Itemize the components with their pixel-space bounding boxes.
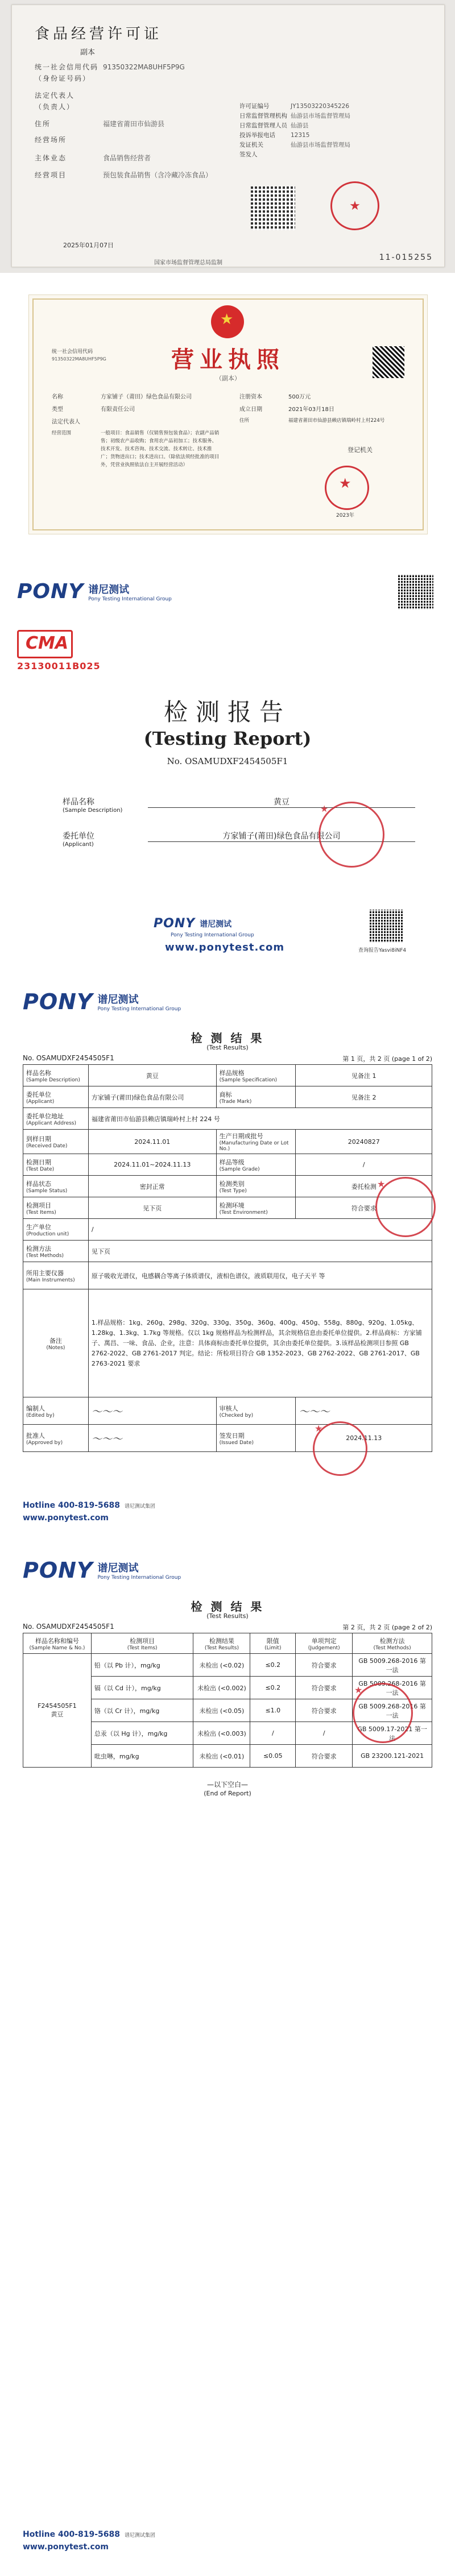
- license-field: 类型 有限责任公司: [52, 406, 135, 413]
- food-license-row: 主体业态 食品销售经营者: [35, 154, 151, 162]
- pony-footer-logo: PONY 谱尼测试: [154, 916, 232, 931]
- test-seal-icon: [353, 1683, 413, 1743]
- food-license-row: 统一社会信用代码 91350322MA8UHF5P9G: [35, 63, 185, 71]
- license-field: 成立日期 2021年03月18日: [239, 406, 334, 413]
- cma-mark: [17, 630, 101, 671]
- business-license-card: [28, 294, 428, 534]
- results-page-1: [0, 972, 455, 1541]
- results-report-number: No. OSAMUDXF2454505F1: [23, 1623, 114, 1631]
- scan-report-text: 查询报告Yasvi8iNF4: [358, 948, 407, 953]
- table-row: F2454505F1 黄豆 铅（以 Pb 计），mg/kg 未检出 (<0.02) ≤0.2 符合要求 GB 5009.268-2016 第一法: [23, 1654, 432, 1677]
- food-license-number: 11-015255: [379, 253, 433, 262]
- food-license-right-line: 投诉举报电话 12315: [239, 132, 310, 139]
- end-of-report: —以下空白—: [206, 1781, 248, 1789]
- food-license-footer: 国家市场监督管理总局监制: [154, 260, 222, 266]
- food-license-row: 法定代表人: [35, 92, 75, 99]
- cma-logo-icon: CMA: [17, 630, 73, 658]
- national-emblem-icon: [211, 305, 244, 338]
- report-number: No. OSAMUDXF2454505F1: [167, 756, 288, 766]
- footer-website: www.ponytest.com: [23, 2542, 109, 2552]
- food-license-section: [0, 0, 455, 273]
- license-date: 2023年: [336, 513, 354, 518]
- license-field: 法定代表人: [52, 419, 80, 425]
- credit-code-label: 统一社会信用代码: [52, 349, 93, 355]
- results-title: 检 测 结 果: [191, 1600, 264, 1613]
- table-row: 镉（以 Cd 计），mg/kg 未检出 (<0.002) ≤0.2 符合要求 GB 5009.268-2016 第一法: [23, 1677, 432, 1699]
- results-page-number: 第 2 页，共 2 页 (page 2 of 2): [342, 1624, 432, 1631]
- hotline: Hotline 400-819-5688 谱尼测试集团: [23, 1501, 156, 1510]
- pony-brand: PONY: [17, 580, 84, 603]
- registration-authority: 登记机关: [348, 446, 373, 454]
- food-license-row: 经营项目 预包装食品销售（含冷藏冷冻食品）: [35, 171, 213, 179]
- food-license-copy: 副本: [80, 48, 96, 57]
- food-license-right-line: 发证机关 仙游县市场监督管理局: [239, 142, 350, 148]
- food-license-title: 食品经营许可证: [35, 26, 163, 43]
- qr-code-overlay: [251, 186, 295, 230]
- qr-code-icon: [370, 910, 403, 943]
- official-seal-icon: ★: [330, 181, 379, 230]
- business-license-section: [0, 273, 455, 557]
- pony-logo: [17, 580, 172, 603]
- food-license-issue-date: 2025年01月07日: [63, 242, 114, 249]
- food-license-card: [11, 5, 445, 267]
- food-license-row: （身份证号码）: [35, 74, 91, 82]
- results-report-number: No. OSAMUDXF2454505F1: [23, 1054, 114, 1062]
- food-license-row: （负责人）: [35, 103, 75, 111]
- license-field: 名称 方家铺子（莆田）绿色食品有限公司: [52, 394, 192, 400]
- table-row: 吡虫啉，mg/kg 未检出 (<0.01) ≤0.05 符合要求 GB 23200.121-2021: [23, 1745, 432, 1768]
- official-seal-icon: [325, 466, 369, 510]
- pony-brand-cn: 谱尼测试: [88, 583, 130, 596]
- food-license-right-line: 签发人: [239, 151, 258, 158]
- business-license-copy: （副本）: [216, 375, 241, 382]
- food-license-right-column: [239, 28, 427, 160]
- footer-website: www.ponytest.com: [23, 1513, 109, 1523]
- pony-footer-en: Pony Testing International Group: [171, 932, 254, 938]
- footer-website: www.ponytest.com: [165, 941, 285, 953]
- results-title-en: (Test Results): [206, 1612, 249, 1620]
- cover-sample-name: 样品名称 (Sample Description) 黄豆: [63, 796, 415, 816]
- food-license-right-line: 许可证编号 JY13503220345226: [239, 103, 350, 110]
- end-of-report-en: (End of Report): [204, 1790, 251, 1797]
- pony-logo: PONY 谱尼测试 Pony Testing International Group: [23, 1558, 181, 1583]
- test-seal-icon: [313, 1421, 367, 1476]
- test-seal-icon: [375, 1177, 436, 1237]
- food-license-right-line: 日常监督管理机构 仙游县市场监督管理局: [239, 113, 350, 119]
- qr-code-icon: [373, 346, 404, 378]
- hotline: Hotline 400-819-5688 谱尼测试集团: [23, 2530, 156, 2539]
- pony-logo: PONY 谱尼测试 Pony Testing International Group: [23, 989, 181, 1014]
- credit-code: 91350322MA8UHF5P9G: [52, 356, 106, 362]
- business-license-title: 营业执照: [171, 346, 285, 373]
- results-title: 检 测 结 果: [191, 1031, 264, 1045]
- table-header-row: 样品名称和编号 (Sample Name & No.) 检测项目 (Test Items) 检测结果 (Test Results) 限值 (Limit) 单项判定 (Judgement) 检测方法 (Test Methods): [23, 1633, 432, 1654]
- results-page-2: [0, 1541, 455, 2576]
- food-license-right-line: 日常监督管理人员 仙游县: [239, 122, 309, 129]
- food-license-row: 经营场所: [35, 136, 67, 144]
- checker-signature: ～～～: [296, 1397, 432, 1425]
- cover-client: 委托单位 (Applicant) 方家铺子(莆田)绿色食品有限公司: [63, 830, 415, 851]
- pony-brand-en: Pony Testing International Group: [88, 596, 172, 602]
- approver-signature: ～～～: [88, 1425, 216, 1452]
- license-field-scope: 经营范围 一般项目：食品销售（仅销售预包装食品）；农副产品销售；初级农产品收购；食用农产品初加工；技术服务、技术开发、技术咨询、技术交流、技术转让、技术推广；货物进出口；技术进出口。（除依法须经批准的项目外，凭营业执照依法自主开展经营活动）: [52, 430, 220, 468]
- results-title-en: (Test Results): [206, 1044, 249, 1051]
- license-field: 注册资本 500万元: [239, 394, 311, 400]
- editor-signature: ～～～: [88, 1397, 216, 1425]
- results-page-number: 第 1 页，共 2 页 (page 1 of 2): [342, 1055, 432, 1063]
- report-title-en: (Testing Report): [143, 728, 312, 749]
- report-title-cn: 检测报告: [163, 698, 291, 726]
- table-row: 铬（以 Cr 计），mg/kg 未检出 (<0.05) ≤1.0 符合要求 GB 5009.268-2016 第一法: [23, 1699, 432, 1722]
- cma-number: 23130011B025: [17, 661, 101, 671]
- report-cover-section: [0, 557, 455, 972]
- test-seal-icon: [318, 802, 384, 868]
- qr-code-icon: [398, 574, 433, 609]
- food-license-row: 住所 福建省莆田市仙游县: [35, 120, 165, 128]
- sample-cell: F2454505F1 黄豆: [23, 1654, 92, 1768]
- results-info-table: 样品名称 (Sample Description) 黄豆 样品规格 (Sample Specification) 见备注 1 委托单位 (Applicant) 方家铺子(莆田)绿色食品有限公司 商标 (Trade Mark) 见备注 2 委托单位地址 (Applicant Address) 福建省莆田市仙游县赖店镇瑞岭村上村 224 号 到样日期 (Received Date) 2024.11.01 生产日期或批号 (Manufacturing Date or Lot No.) 20240827 检测日期 (Test Date) 2024.11.01~2024.11.13 样品等级 (Sample Grade) / 样品状态 (Sample Status) 密封正常 检测类别 (Test Type) 委托检测 检测项目 (Test Items) 见下页 检测环境 (Test Environment) 符合要求 生产单位 (Production unit) / 检测方法 (Test Methods) 见下页 所用主要仪器 (Main Instruments) 原子吸收光谱仪，电感耦合等离子体质谱仪，液相色谱仪，液质联用仪，电子天平 等 备注 (Notes) 1.样品规格：1kg、260g、298g、320g、330g、350g、360g、400g、450g、558g、880g、920g、1.05kg、1.28kg、1.3kg、1.7kg 等规格。仅以 1kg 规格样品为检测样品，其余规格信息由委托单位提供。2.样品商标：方家铺子、萬昌、一味、食品、企业，注意：具体商标由委托单位提供，其余由委托单位提供。3.该样品检测项目参照 GB 2762-2022、GB 2761-2017 判定。结论：所检项目符合 GB 1352-2023、GB 2762-2022、GB 2761-2017、GB 2763-2021 要求 编制人 (Edited by) ～～～ 审核人 (Checked by) ～～～ 批准人 (Approved by) ～～～ 签发日期 (Issued Date) 2024.11.13: [23, 1064, 432, 1452]
- license-field: 住所 福建省莆田市仙游县赖店镇瑞岭村上村224号: [239, 418, 385, 424]
- table-row: 总汞（以 Hg 计），mg/kg 未检出 (<0.003) / / GB 5009.17-2021 第一法: [23, 1722, 432, 1745]
